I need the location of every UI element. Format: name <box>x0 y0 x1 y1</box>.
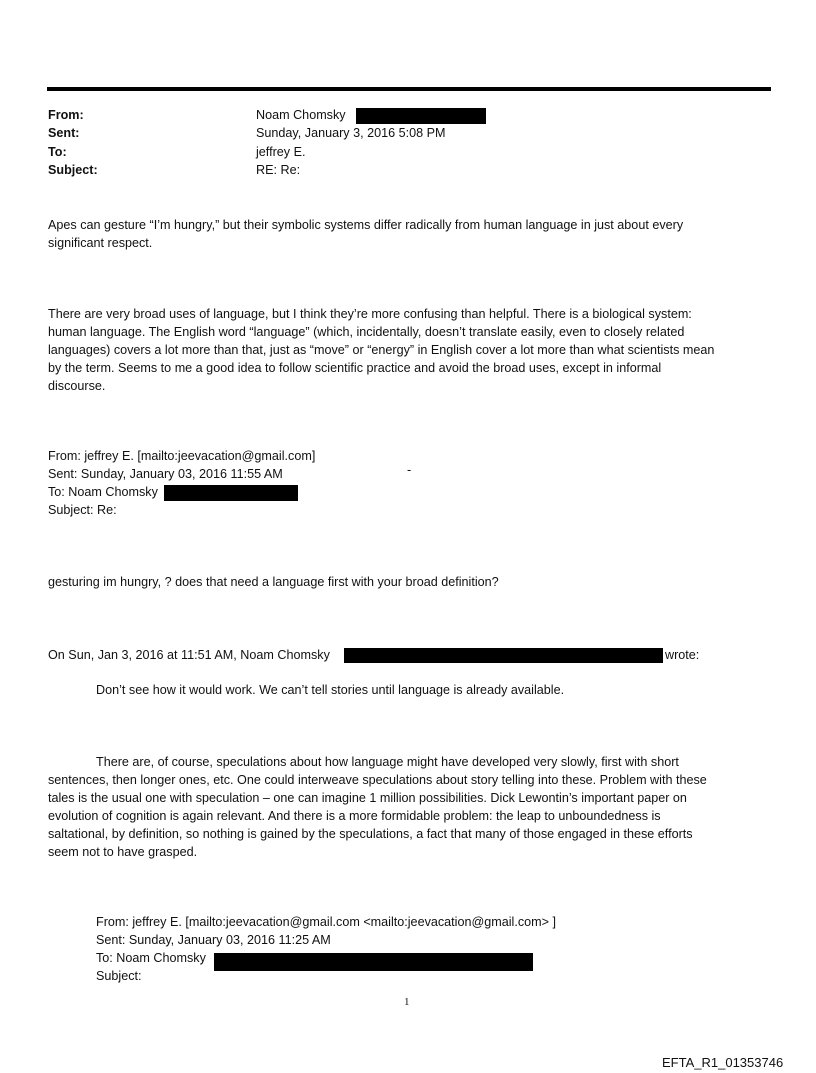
redaction-block <box>344 648 663 663</box>
body-line: seem not to have grasped. <box>48 845 198 859</box>
body-line: by the term. Seems to me a good idea to follow scientific practice and avoid the broad uses, except in informal <box>48 361 662 375</box>
quote-to: To: Noam Chomsky <box>96 951 206 965</box>
sent-value: Sunday, January 3, 2016 5:08 PM <box>256 126 446 140</box>
from-label: From: <box>48 108 84 122</box>
page-number: 1 <box>404 996 410 1008</box>
quote-to: To: Noam Chomsky <box>48 485 158 499</box>
body-line: significant respect. <box>48 236 153 250</box>
quote-subject: Subject: Re: <box>48 503 117 517</box>
body-line: saltational, by definition, so nothing is gained by the speculations, a fact that many of those engaged in these efforts <box>48 827 693 841</box>
document-id: EFTA_R1_01353746 <box>662 1055 784 1070</box>
quote-subject: Subject: <box>96 969 142 983</box>
quoted-reply-paragraph-1: Don’t see how it would work. We can’t tell stories until language is already available. <box>96 683 565 697</box>
redaction-block <box>164 485 298 501</box>
reply-attribution: On Sun, Jan 3, 2016 at 11:51 AM, Noam Chomsky <box>48 648 330 662</box>
body-line: discourse. <box>48 379 106 393</box>
body-line: tales is the usual one with speculation – one can imagine 1 million possibilities. Dick Lewontin’s important paper on <box>48 791 687 805</box>
body-line: human language. The English word “language” (which, incidentally, doesn’t translate easily, even to closely related <box>48 325 685 339</box>
redaction-block <box>214 953 533 971</box>
body-line: sentences, then longer ones, etc. One could interweave speculations about story telling into these. Problem with these <box>48 773 707 787</box>
body-line: There are very broad uses of language, but I think they’re more confusing than helpful. There is a biological system: <box>48 307 692 321</box>
header-rule <box>47 87 771 91</box>
to-label: To: <box>48 145 67 159</box>
subject-label: Subject: <box>48 163 98 177</box>
quote-sent: Sent: Sunday, January 03, 2016 11:25 AM <box>96 933 331 947</box>
body-paragraph-1 <box>48 216 683 252</box>
body-line: Apes can gesture “I’m hungry,” but their symbolic systems differ radically from human language in just about every <box>48 218 684 232</box>
to-value: jeffrey E. <box>256 145 306 159</box>
body-line: There are, of course, speculations about how language might have developed very slowly, first with short <box>96 755 679 769</box>
quote-from: From: jeffrey E. [mailto:jeevacation@gmail.com <mailto:jeevacation@gmail.com> ] <box>96 915 556 929</box>
sent-label: Sent: <box>48 126 80 140</box>
redaction-block <box>356 108 486 124</box>
quote-from: From: jeffrey E. [mailto:jeevacation@gmail.com] <box>48 449 316 463</box>
body-paragraph-2 <box>48 305 714 395</box>
quote-sent: Sent: Sunday, January 03, 2016 11:55 AM <box>48 467 283 481</box>
stray-mark: - <box>407 463 412 477</box>
quoted-message: gesturing im hungry, ? does that need a language first with your broad definition? <box>48 575 499 589</box>
quoted-reply-paragraph-2 <box>48 753 707 861</box>
body-line: languages) covers a lot more than that, just as “move” or “energy” in English cover a lot more than what scientists mean <box>48 343 715 357</box>
reply-wrote: wrote: <box>665 648 700 662</box>
from-value: Noam Chomsky <box>256 108 346 122</box>
subject-value: RE: Re: <box>256 163 301 177</box>
body-line: evolution of cognition is again relevant. And there is a more formidable problem: the leap to unboundedness is <box>48 809 661 823</box>
